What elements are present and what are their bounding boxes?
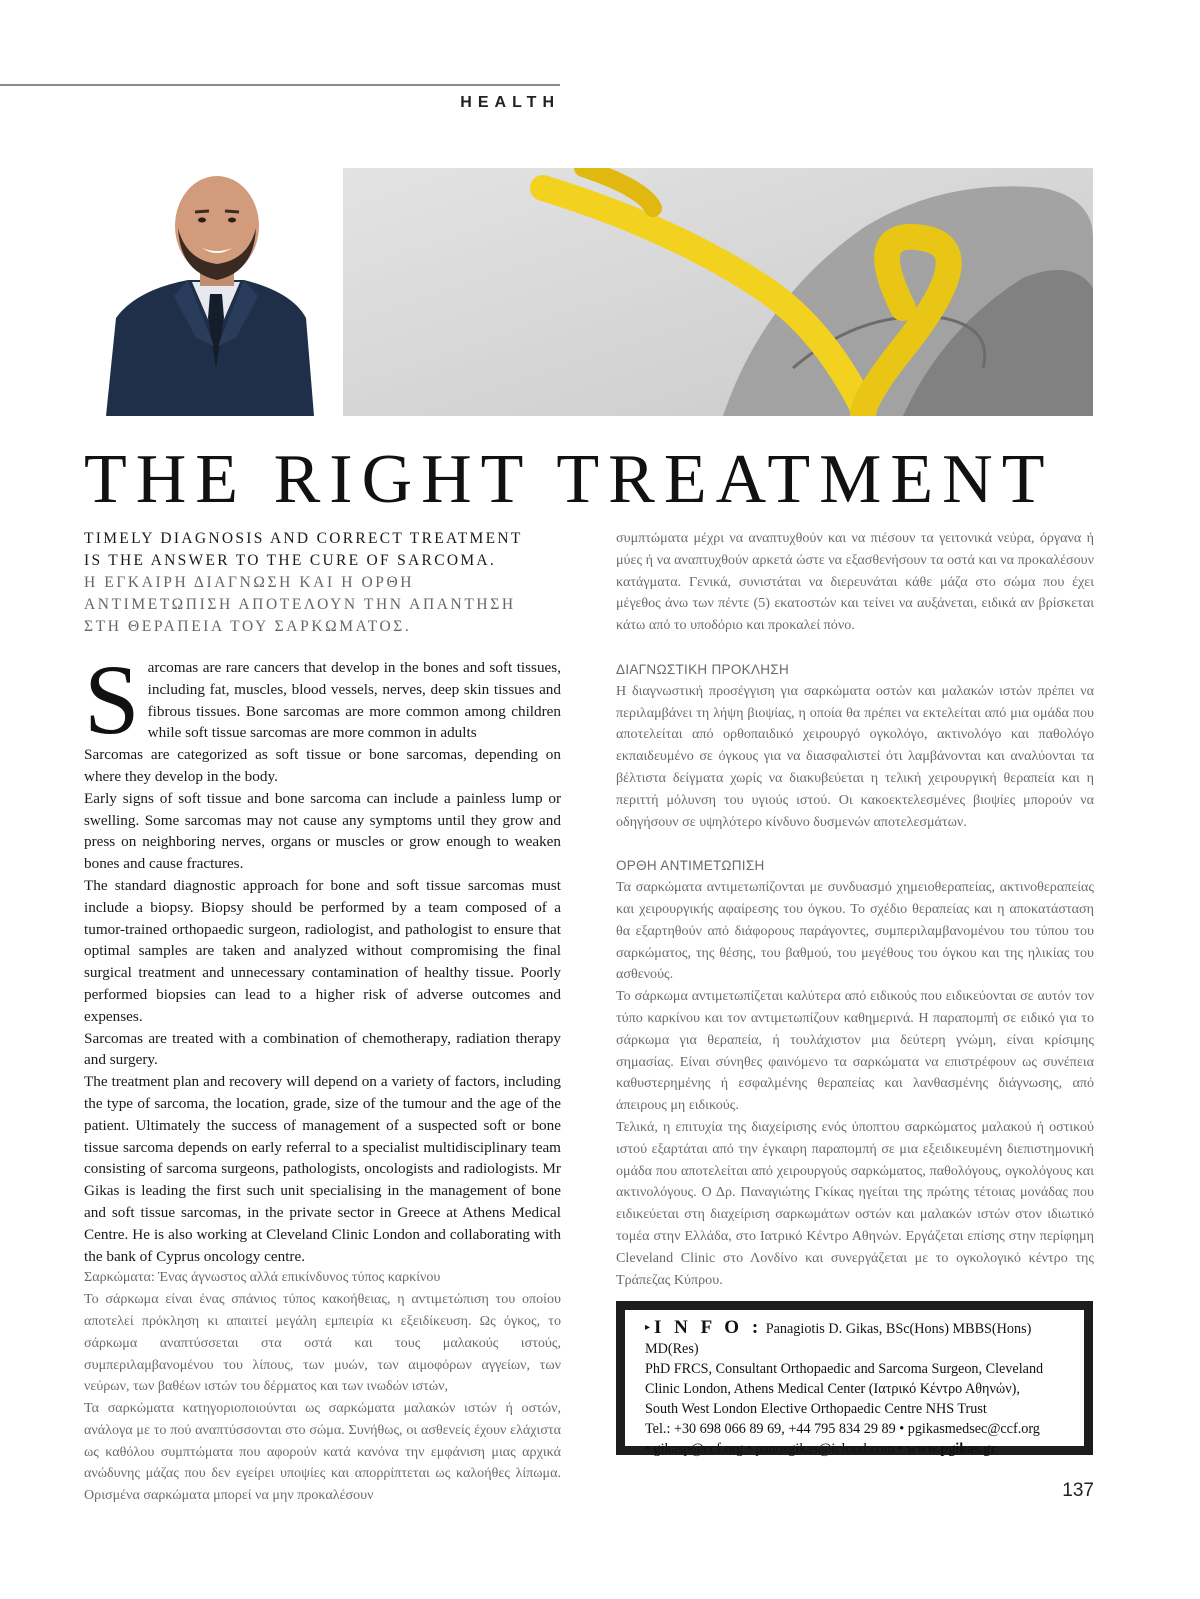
paragraph-en: arcomas are rare cancers that develop in the bones and soft tissues, including fat, muscles, blood vessels, nerves, deep skin tissues and fibrous tissues. Bone sarcomas are more common among children while soft tissue sarcomas are more common in adults	[147, 659, 561, 742]
info-line: Clinic London, Athens Medical Center (Ιατρικό Κέντρο Αθηνών),	[645, 1381, 1020, 1397]
paragraph-gr: Το σάρκωμα αντιμετωπίζεται καλύτερα από ειδικούς που ειδικεύονται σε αυτόν τον τύπο καρκίνου και τον αντιμετωπίζουν καθημερινά. Η παραπομπή σε ειδικό για το σάρκωμα για θεραπεία, ή τουλάχιστον μια δεύτερη γνώμη, είναι κρίσιμης σημασίας. Είναι σύνηθες φαινόμενο τα σαρκώματα να επιστρέφουν ως συνέπεια καθυστερημένης ή εσφαλμένης θεραπείας και λανθασμένης διάγνωσης, από άπειρους μη ειδικούς.	[616, 988, 1094, 1114]
article-headline: THE RIGHT TREATMENT	[84, 441, 1054, 518]
subheading-gr: ΟΡΘΗ ΑΝΤΙΜΕΤΩΠΙΣΗ	[616, 858, 765, 874]
doctor-portrait	[96, 168, 316, 416]
right-column	[616, 528, 1094, 1291]
info-line	[645, 1439, 1074, 1459]
info-line	[645, 1318, 1074, 1359]
info-box	[616, 1301, 1093, 1455]
info-label: I N F O :	[654, 1317, 763, 1338]
paragraph-en: The treatment plan and recovery will depend on a variety of factors, including the type of sarcoma, the location, grade, size of the tumour and the age of the patient. Ultimately the success of management of a suspected soft or bone tissue sarcoma depends on early referral to a specialist multidisciplinary team consisting of sarcoma surgeons, pathologists, oncologists and radiologists. Mr Gikas is leading the first such unit specialising in the management of bone and soft tissue sarcomas, in the private sector in Greece at Athens Medical Centre. He is also working at Cleveland Clinic London and collaborating with the bank of Cyprus oncology centre.	[84, 1073, 561, 1265]
article-intro	[84, 528, 564, 638]
intro-en-line: TIMELY DIAGNOSIS AND CORRECT TREATMENT	[84, 530, 523, 547]
paragraph-gr: Σαρκώματα: Ένας άγνωστος αλλά επικίνδυνος τύπος καρκίνου	[84, 1269, 441, 1286]
page-number: 137	[1062, 1480, 1094, 1501]
info-line: South West London Elective Orthopaedic Centre NHS Trust	[645, 1401, 987, 1417]
paragraph-gr: Τελικά, η επιτυχία της διαχείρισης ενός ύποπτου σαρκώματος μαλακού ή οστικού ιστού εξαρτάται από την έγκαιρη παραπομπή σε μια εξειδικευμένη διεπιστημονική ομάδα που αποτελείται από χειρουργούς σαρκώματος, παθολόγους, ογκολόγους και ακτινολόγους. Ο Δρ. Παναγιώτης Γκίκας ηγείται της πρώτης τέτοιας μονάδας που ειδικεύεται στη διαχείριση σαρκωμάτων οστών και μαλακών ιστών στον ιδιωτικό τομέα στην Ελλάδα, στο Ιατρικό Κέντρο Αθηνών. Εργάζεται επίσης στην περίφημη Cleveland Clinic στο Λονδίνο και συνεργάζεται με το ογκολογικό κέντρο της Τράπεζας Κύπρου.	[616, 1118, 1094, 1288]
website-link[interactable]: www.pgikas.gr	[906, 1441, 997, 1457]
intro-gr-line: ΑΝΤΙΜΕΤΩΠΙΣΗ ΑΠΟΤΕΛΟΥΝ ΤΗΝ ΑΠΑΝΤΗΣΗ	[84, 596, 516, 613]
dropcap: S	[84, 644, 140, 755]
paragraph-en: The standard diagnostic approach for bone and soft tissue sarcomas must include a biopsy. Biopsy should be performed by a team composed of a tumor-trained orthopaedic surgeon, radiologist, and pathologist to ensure that optimal samples are taken and analyzed without compromising the final surgical treatment and unnecessary contamination of healthy tissue. Poorly performed biopsies can lead to a higher risk of adverse outcomes and expenses.	[84, 876, 561, 1025]
info-line: PhD FRCS, Consultant Orthopaedic and Sarcoma Surgeon, Cleveland	[645, 1361, 1044, 1377]
intro-en-line: IS THE ANSWER TO THE CURE OF SARCOMA.	[84, 552, 497, 569]
info-content	[625, 1310, 1084, 1457]
intro-gr-line: Η ΕΓΚΑΙΡΗ ΔΙΑΓΝΩΣΗ ΚΑΙ Η ΟΡΘΗ	[84, 574, 415, 591]
paragraph-gr: συμπτώματα μέχρι να αναπτυχθούν και να πιέσουν τα γειτονικά νεύρα, όργανα ή μύες ή να αναπτυχθούν αρκετά ώστε να εξασθενήσουν τα οστά και να προκαλέσουν κατάγματα. Γενικά, συνιστάται να διερευνάται κάθε μάζα στο σώμα που έχει μέγεθος άνω των πέντε (5) εκατοστών και τείνει να αυξάνεται, ειδικά αν βρίσκεται κάτω από το υποδόριο και προκαλεί πόνο.	[616, 530, 1094, 634]
paragraph-gr: Τα σαρκώματα αντιμετωπίζονται με συνδυασμό χημειοθεραπείας, ακτινοθεραπείας και χειρουργικής αφαίρεσης του όγκου. Το σχέδιο θεραπείας και η αποκατάσταση θα εξαρτηθούν από διάφορους παράγοντες, συμπεριλαμβανομένου του τύπου του σαρκώματος, της θέσης, του βαθμού, του μεγέθους του όγκου και της ηλικίας του ασθενούς.	[616, 879, 1094, 983]
intro-gr-line: ΣΤΗ ΘΕΡΑΠΕΙΑ ΤΟΥ ΣΑΡΚΩΜΑΤΟΣ.	[84, 618, 412, 635]
paragraph-en: Sarcomas are categorized as soft tissue or bone sarcomas, depending on where they develop in the body.	[84, 746, 561, 785]
paragraph-en: Early signs of soft tissue and bone sarcoma can include a painless lump or swelling. Some sarcomas may not cause any symptoms until they grow and press on neighboring nerves, organs or muscles or grow enough to weaken bones and cause fractures.	[84, 789, 561, 873]
paragraph-gr: Τα σαρκώματα κατηγοριοποιούνται ως σαρκώματα μαλακών ιστών ή οστών, ανάλογα με το πού αναπτύσσονται στο σώμα. Συνήθως, οι ασθενείς έχουν ελάχιστα ως καθόλου συμπτώματα που αφορούν κατά κανόνα την εμφάνιση μιας αρχικά ανώδυνης μάζας που δεν εγείρει υποψίες και απορρίπτεται ως καλοήθες λίπωμα. Ορισμένα σαρκώματα μπορεί να μην προκαλέσουν	[84, 1400, 561, 1504]
info-text: • gikasp@ccf.org • panosgikas@icloud.com •	[645, 1441, 907, 1457]
section-label: HEALTH	[460, 94, 560, 111]
paragraph-gr: Το σάρκωμα είναι ένας σπάνιος τύπος κακοήθειας, η αντιμετώπιση του οποίου αποτελεί πρόκληση κι απαιτεί μεγάλη εμπειρία κι εξειδίκευση. Ως όγκος, το σάρκωμα αναπτύσσεται στα οστά και τους μαλακούς ιστούς, συμπεριλαμβανομένου του λίπους, των μυών, των αιμοφόρων αγγείων, των νεύρων, των βαθέων ιστών του δέρματος και των ινωδών ιστών,	[84, 1291, 561, 1395]
first-paragraph	[84, 644, 561, 755]
arrow-icon: ▸	[645, 1322, 651, 1333]
subheading-gr: ΔΙΑΓΝΩΣΤΙΚΗ ΠΡΟΚΛΗΣΗ	[616, 661, 790, 677]
paragraph-en: Sarcomas are treated with a combination of chemotherapy, radiation therapy and surgery.	[84, 1029, 561, 1069]
ribbon-hands-image	[343, 168, 1093, 416]
top-rule	[0, 84, 560, 86]
left-column	[84, 644, 561, 1507]
info-text: Panagiotis D. Gikas, BSc(Hons) MBBS(Hons) MD(Res)	[645, 1321, 1032, 1357]
paragraph-gr: Η διαγνωστική προσέγγιση για σαρκώματα οστών και μαλακών ιστών πρέπει να περιλαμβάνει τη λήψη βιοψίας, η οποία θα πρέπει να εκτελείται από μια ομάδα που αποτελείται από ορθοπαιδικό χειρουργό ογκολόγο, ακτινολόγο και παθολόγο εκπαιδευμένο σε όγκους για να διασφαλιστεί ότι λαμβάνονται και αναλύονται τα βέλτιστα δείγματα χωρίς να διακυβεύεται η τελική χειρουργική θεραπεία και η περιττή μόλυνση του υγιούς ιστού. Οι κακοεκτελεσμένες βιοψίες μπορούν να οδηγήσουν σε υψηλότερο κίνδυνο δυσμενών αποτελεσμάτων.	[616, 682, 1094, 830]
info-line: Tel.: +30 698 066 89 69, +44 795 834 29 89 • pgikasmedsec@ccf.org	[645, 1421, 1040, 1437]
